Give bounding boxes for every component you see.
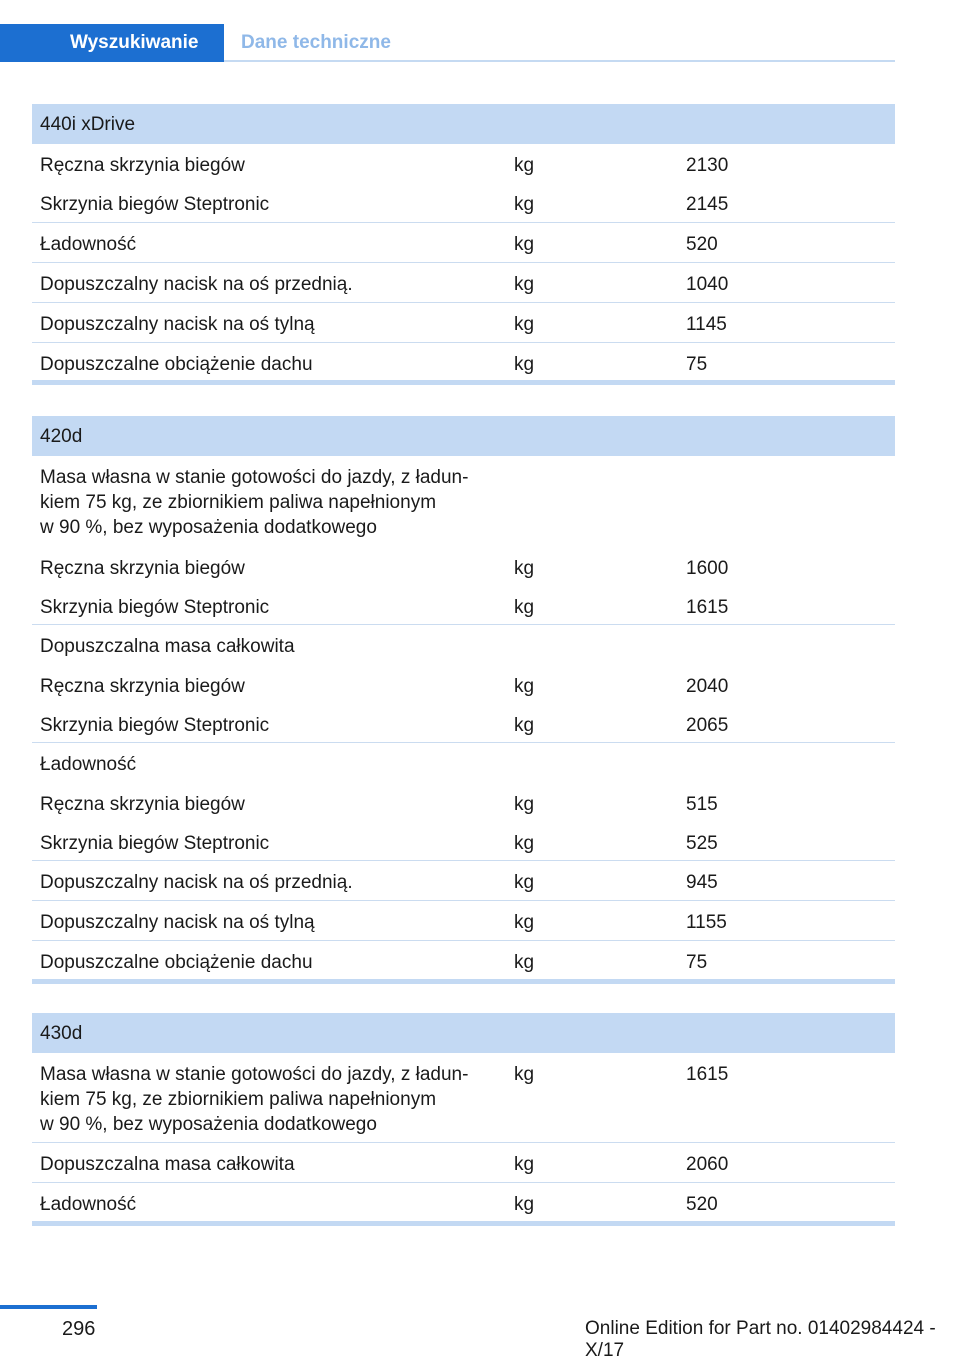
spec-table-440i xyxy=(32,104,895,385)
table-row xyxy=(32,263,895,303)
table-row xyxy=(32,783,895,822)
table-bottom-rule xyxy=(32,1221,895,1226)
table-row xyxy=(32,343,895,380)
row-unit: kg xyxy=(514,274,535,295)
table-header xyxy=(32,416,895,456)
table-row xyxy=(32,704,895,743)
table-row xyxy=(32,223,895,263)
row-value: 945 xyxy=(686,872,718,893)
row-value: 1600 xyxy=(686,558,729,579)
table-row xyxy=(32,1053,895,1143)
row-value: 2130 xyxy=(686,155,729,176)
table-row xyxy=(32,586,895,625)
table-row xyxy=(32,1143,895,1183)
row-unit: kg xyxy=(514,952,535,973)
row-unit: kg xyxy=(514,155,535,176)
table-row xyxy=(32,743,895,783)
row-label: Skrzynia biegów Steptronic xyxy=(40,833,270,854)
row-unit: kg xyxy=(514,676,535,697)
table-row xyxy=(32,547,895,586)
row-label: Dopuszczalny nacisk na oś przednią. xyxy=(40,872,353,893)
row-label: Ładowność xyxy=(40,1194,137,1215)
row-label: Ręczna skrzynia biegów xyxy=(40,794,245,815)
table-title: 440i xDrive xyxy=(40,114,136,135)
row-value: 2060 xyxy=(686,1154,729,1175)
table-row xyxy=(32,665,895,704)
row-unit: kg xyxy=(514,1194,535,1215)
table-row xyxy=(32,901,895,941)
row-unit: kg xyxy=(514,872,535,893)
row-label: Skrzynia biegów Steptronic xyxy=(40,194,270,215)
table-title: 430d xyxy=(40,1023,83,1044)
tab-label: Wyszukiwanie xyxy=(70,32,199,53)
spec-table-420d xyxy=(32,416,895,984)
edition-note: Online Edition for Part no. 01402984424 - X/17 xyxy=(585,1318,936,1361)
table-row xyxy=(32,625,895,665)
row-unit: kg xyxy=(514,1064,535,1085)
row-value: 1155 xyxy=(686,912,727,933)
row-label: Ręczna skrzynia biegów xyxy=(40,155,245,176)
row-unit: kg xyxy=(514,558,535,579)
row-value: 2040 xyxy=(686,676,729,697)
row-label: Dopuszczalna masa całkowita xyxy=(40,636,295,657)
tab-wyszukiwanie[interactable] xyxy=(0,24,224,62)
top-navigation xyxy=(0,0,960,62)
row-label: Skrzynia biegów Steptronic xyxy=(40,715,270,736)
row-unit: kg xyxy=(514,794,535,815)
table-row xyxy=(32,183,895,223)
row-label: Masa własna w stanie gotowości do jazdy, z ładun- kiem 75 kg, ze zbiornikiem paliwa napełnionym w 90 %, bez wyposażenia dodatkowego xyxy=(40,1064,469,1135)
row-unit: kg xyxy=(514,715,535,736)
table-row xyxy=(32,941,895,979)
row-value: 520 xyxy=(686,234,718,255)
row-value: 525 xyxy=(686,833,718,854)
table-row xyxy=(32,822,895,861)
row-unit: kg xyxy=(514,314,535,335)
row-value: 1040 xyxy=(686,274,729,295)
row-label: Dopuszczalna masa całkowita xyxy=(40,1154,295,1175)
table-header xyxy=(32,1013,895,1053)
row-unit: kg xyxy=(514,354,535,375)
row-unit: kg xyxy=(514,912,535,933)
table-bottom-rule xyxy=(32,380,895,385)
row-unit: kg xyxy=(514,1154,535,1175)
row-label: Dopuszczalny nacisk na oś przednią. xyxy=(40,274,353,295)
row-value: 75 xyxy=(686,354,708,375)
row-label: Ręczna skrzynia biegów xyxy=(40,676,245,697)
row-value: 520 xyxy=(686,1194,718,1215)
table-row xyxy=(32,456,895,547)
row-label: Dopuszczalny nacisk na oś tylną xyxy=(40,314,315,335)
tab-label: Dane techniczne xyxy=(241,32,391,53)
row-label: Ręczna skrzynia biegów xyxy=(40,558,245,579)
row-label: Masa własna w stanie gotowości do jazdy, z ładun- kiem 75 kg, ze zbiornikiem paliwa napełnionym w 90 %, bez wyposażenia dodatkowego xyxy=(40,467,469,538)
row-value: 2145 xyxy=(686,194,729,215)
table-bottom-rule xyxy=(32,979,895,984)
table-title: 420d xyxy=(40,426,83,447)
row-value: 515 xyxy=(686,794,718,815)
table-header xyxy=(32,104,895,144)
row-unit: kg xyxy=(514,597,535,618)
table-row xyxy=(32,861,895,901)
row-label: Skrzynia biegów Steptronic xyxy=(40,597,270,618)
page-number: 296 xyxy=(62,1318,96,1340)
footer-accent-line xyxy=(0,1305,97,1309)
table-row xyxy=(32,1183,895,1221)
row-label: Dopuszczalny nacisk na oś tylną xyxy=(40,912,315,933)
row-label: Ładowność xyxy=(40,234,137,255)
row-label: Dopuszczalne obciążenie dachu xyxy=(40,952,313,973)
row-unit: kg xyxy=(514,234,535,255)
row-unit: kg xyxy=(514,833,535,854)
spec-table-430d xyxy=(32,1013,895,1226)
row-value: 1145 xyxy=(686,314,727,335)
row-value: 1615 xyxy=(686,1064,729,1085)
row-label: Ładowność xyxy=(40,754,137,775)
table-row xyxy=(32,144,895,183)
tab-dane-techniczne[interactable] xyxy=(224,24,895,62)
row-label: Dopuszczalne obciążenie dachu xyxy=(40,354,313,375)
table-row xyxy=(32,303,895,343)
row-value: 1615 xyxy=(686,597,729,618)
row-unit: kg xyxy=(514,194,535,215)
row-value: 75 xyxy=(686,952,708,973)
row-value: 2065 xyxy=(686,715,729,736)
